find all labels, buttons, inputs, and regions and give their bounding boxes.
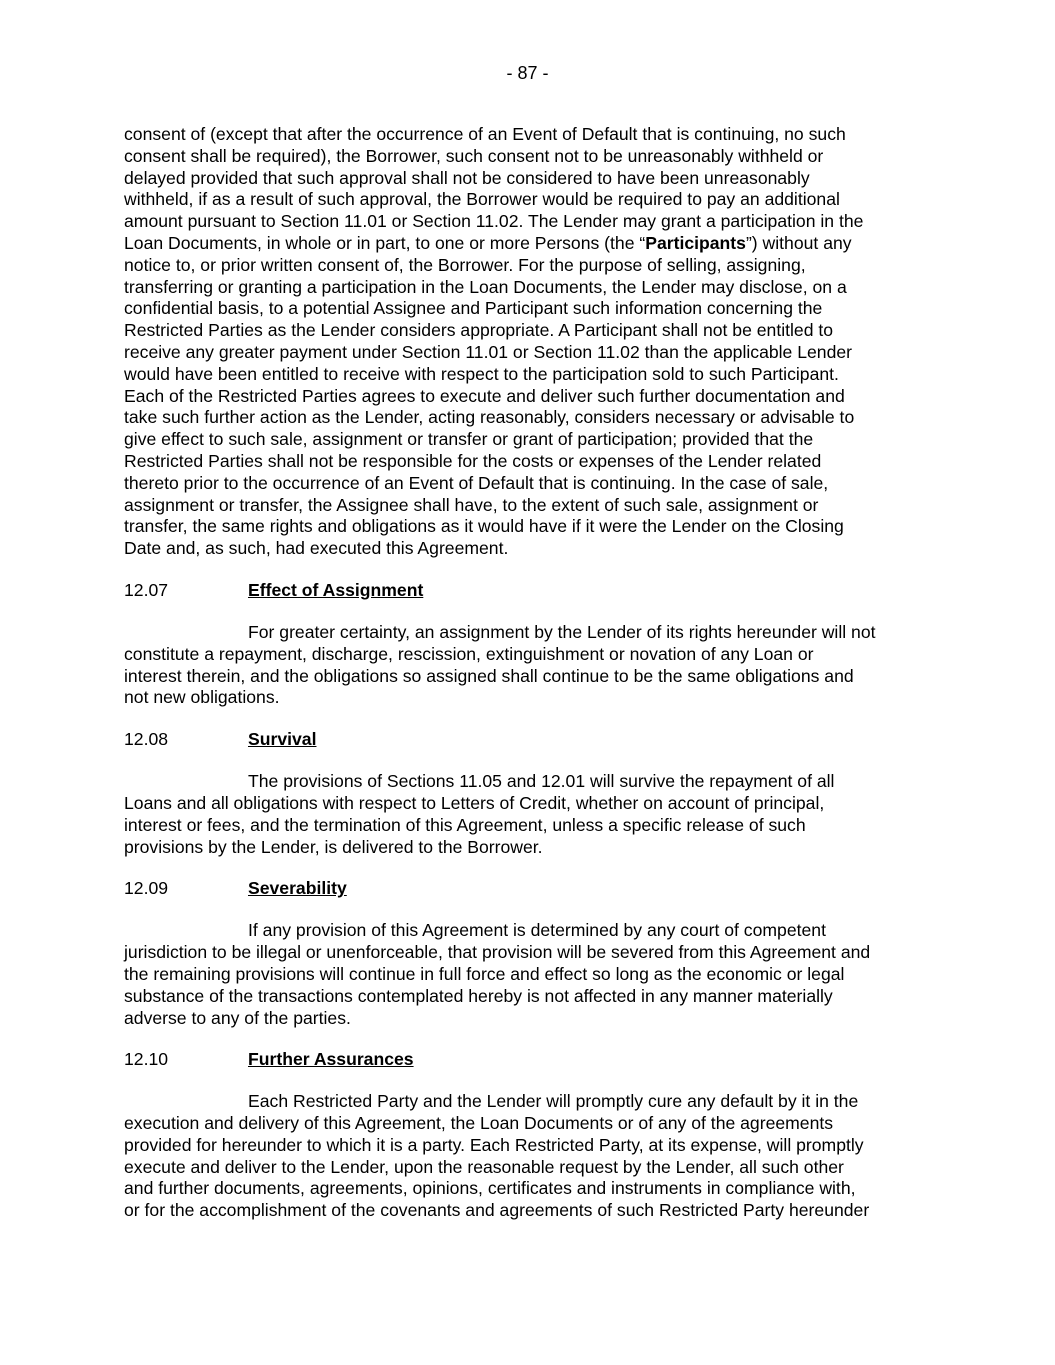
- text-line: delayed provided that such approval shall not be considered to have been unreasonably: [124, 167, 810, 188]
- page-number: - 87 -: [506, 63, 549, 83]
- text-line: thereto prior to the occurrence of an Event of Default that is continuing. In the case of sale,: [124, 472, 829, 493]
- text-line: interest therein, and the obligations so assigned shall continue to be the same obligations and: [124, 665, 854, 686]
- section-heading-12-08: [124, 729, 944, 751]
- text-line: give effect to such sale, assignment or transfer or grant of participation; provided that the: [124, 429, 814, 450]
- text-line: Restricted Parties shall not be responsible for the costs or expenses of the Lender related: [124, 450, 822, 471]
- text-line: and further documents, agreements, opinions, certificates and instruments in compliance with,: [124, 1178, 856, 1199]
- text-line: execute and deliver to the Lender, upon the reasonable request by the Lender, all such other: [124, 1156, 844, 1177]
- section-title: Effect of Assignment: [248, 579, 424, 600]
- section-title: Severability: [248, 878, 347, 899]
- text-line: jurisdiction to be illegal or unenforceable, that provision will be severed from this Agreement and: [124, 942, 871, 963]
- section-paragraph-12-08: [124, 771, 944, 858]
- section-paragraph-12-07: [124, 622, 944, 709]
- section-paragraph-12-09: [124, 920, 944, 1029]
- section-heading-12-10: [124, 1049, 944, 1071]
- text-line: notice to, or prior written consent of, the Borrower. For the purpose of selling, assigning,: [124, 254, 806, 275]
- text-line: assignment or transfer, the Assignee shall have, to the extent of such sale, assignment or: [124, 494, 819, 515]
- text-line-participants: [124, 233, 944, 255]
- text-line: execution and delivery of this Agreement, the Loan Documents or of any of the agreements: [124, 1113, 834, 1134]
- text-line: would have been entitled to receive with respect to the participation sold to such Participant.: [124, 363, 839, 384]
- text-line: Restricted Parties as the Lender considers appropriate. A Participant shall not be entitled to: [124, 320, 834, 341]
- text-fragment: ”) without any: [745, 232, 852, 253]
- text-line: take such further action as the Lender, acting reasonably, considers necessary or advisable to: [124, 407, 855, 428]
- text-fragment: Loan Documents, in whole or in part, to one or more Persons (the “: [124, 232, 646, 253]
- section-number: 12.09: [124, 878, 169, 899]
- section-heading-12-09: [124, 878, 944, 900]
- text-line: Each Restricted Party and the Lender will promptly cure any default by it in the: [248, 1091, 859, 1112]
- text-line: receive any greater payment under Section 11.01 or Section 11.02 than the applicable Lender: [124, 341, 853, 362]
- text-line: constitute a repayment, discharge, rescission, extinguishment or novation of any Loan or: [124, 643, 814, 664]
- section-number: 12.10: [124, 1049, 169, 1070]
- section-number: 12.07: [124, 579, 169, 600]
- section-title: Further Assurances: [248, 1049, 414, 1070]
- text-line: transferring or granting a participation in the Loan Documents, the Lender may disclose, on a: [124, 276, 847, 297]
- section-number: 12.08: [124, 729, 169, 750]
- section-paragraph-12-10: [124, 1091, 944, 1222]
- text-line: adverse to any of the parties.: [124, 1007, 351, 1028]
- text-line: consent shall be required), the Borrower, such consent not to be unreasonably withheld or: [124, 145, 824, 166]
- text-line: The provisions of Sections 11.05 and 12.01 will survive the repayment of all: [248, 771, 835, 792]
- text-line: provisions by the Lender, is delivered to the Borrower.: [124, 836, 543, 857]
- text-line: withheld, if as a result of such approval, the Borrower would be required to pay an additional: [124, 189, 840, 210]
- text-line: consent of (except that after the occurrence of an Event of Default that is continuing, no such: [124, 124, 846, 144]
- text-line: confidential basis, to a potential Assignee and Participant such information concerning the: [124, 298, 823, 319]
- text-line: or for the accomplishment of the covenants and agreements of such Restricted Party hereunder: [124, 1200, 870, 1221]
- document-body: [124, 124, 944, 1222]
- text-line: amount pursuant to Section 11.01 or Section 11.02. The Lender may grant a participation in the: [124, 211, 864, 232]
- section-heading-12-07: [124, 580, 944, 602]
- text-line: the remaining provisions will continue in full force and effect so long as the economic or legal: [124, 963, 845, 984]
- text-line: Loans and all obligations with respect to Letters of Credit, whether on account of principal,: [124, 792, 825, 813]
- text-line: not new obligations.: [124, 687, 280, 708]
- text-line: provided for hereunder to which it is a party. Each Restricted Party, at its expense, will promptly: [124, 1134, 864, 1155]
- text-line: interest or fees, and the termination of this Agreement, unless a specific release of such: [124, 814, 806, 835]
- text-line: transfer, the same rights and obligations as it would have if it were the Lender on the Closing: [124, 516, 844, 537]
- defined-term-participants: Participants: [645, 232, 746, 253]
- text-line: If any provision of this Agreement is determined by any court of competent: [248, 920, 826, 941]
- text-line: Date and, as such, had executed this Agreement.: [124, 538, 509, 559]
- text-line: substance of the transactions contemplated hereby is not affected in any manner materially: [124, 985, 833, 1006]
- intro-paragraph: [124, 124, 944, 560]
- text-line: For greater certainty, an assignment by the Lender of its rights hereunder will not: [248, 621, 876, 642]
- section-title: Survival: [248, 729, 317, 750]
- text-line: Each of the Restricted Parties agrees to execute and deliver such further documentation and: [124, 385, 845, 406]
